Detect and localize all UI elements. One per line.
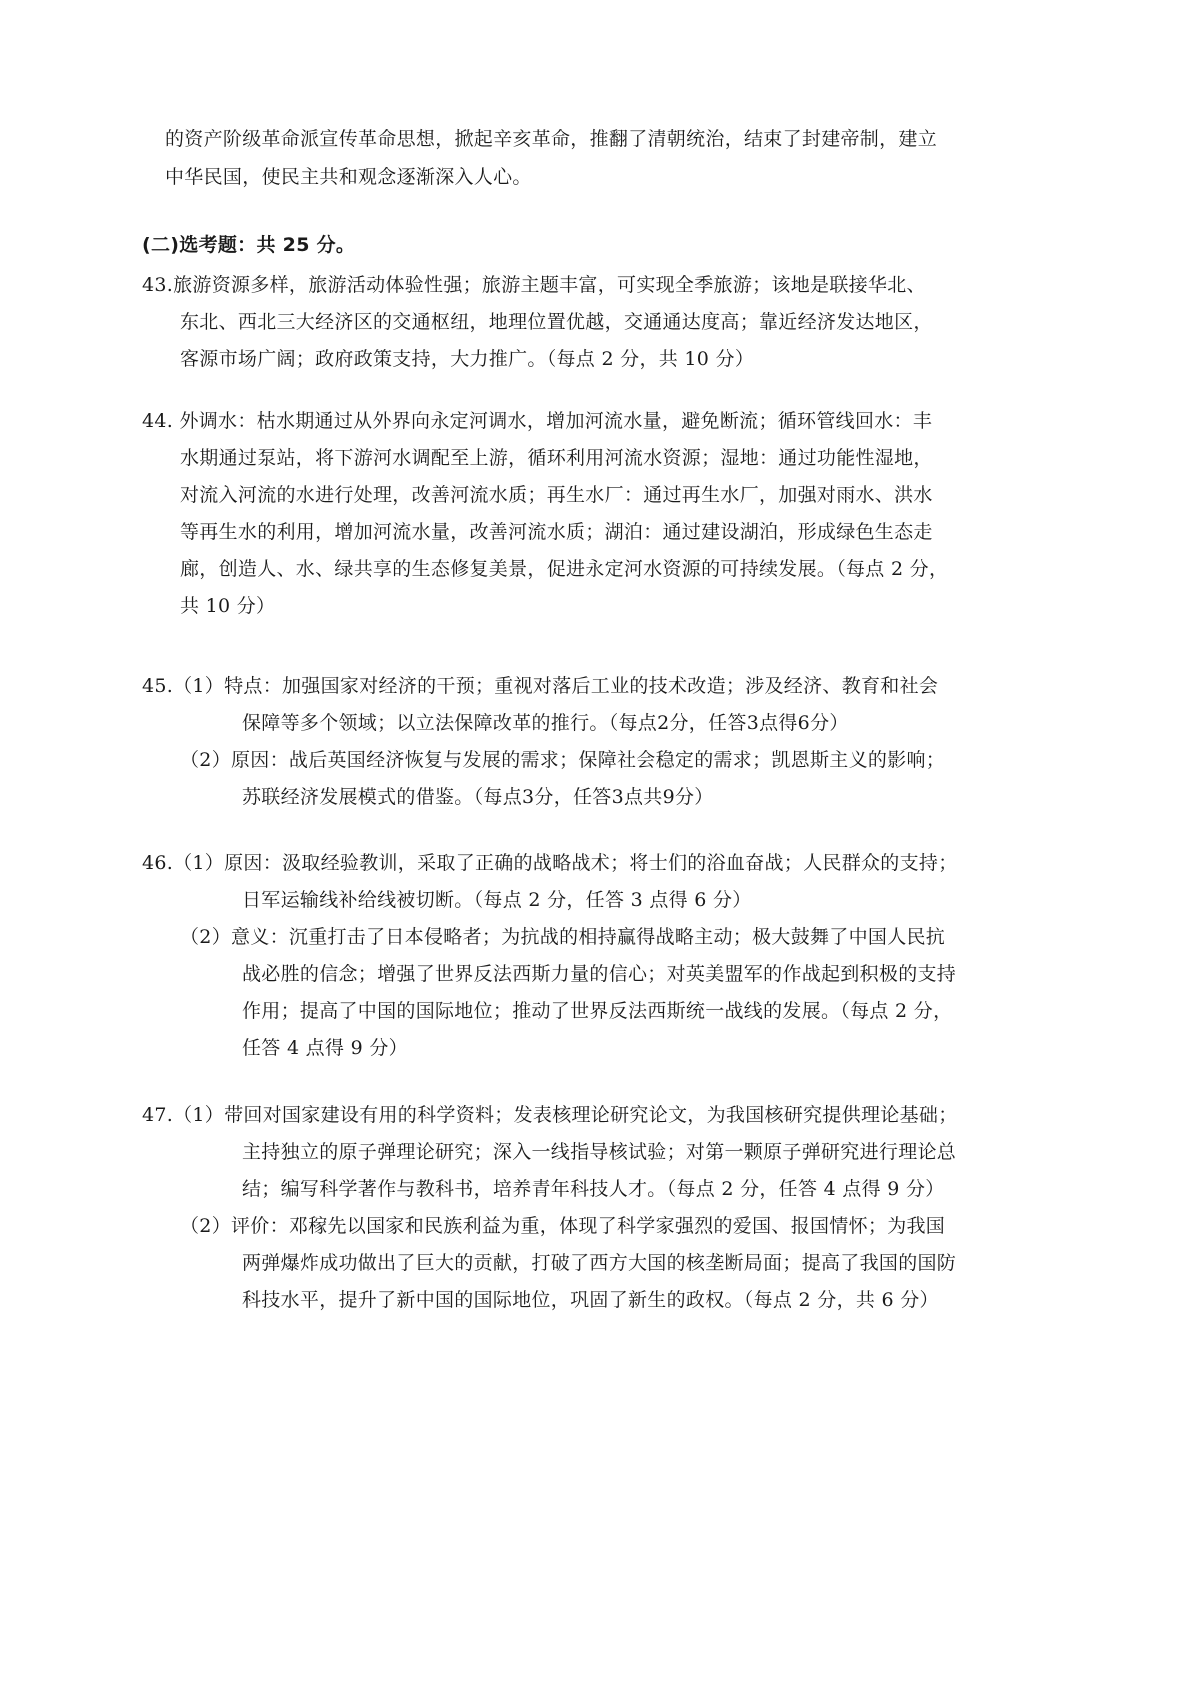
q46-part2-line-2: 战必胜的信念；增强了世界反法西斯力量的信心；对英美盟军的作战起到积极的支持 (242, 963, 957, 985)
q47-part2-line-1: （2）评价：邓稼先以国家和民族利益为重，体现了科学家强烈的爱国、报国情怀；为我国 (180, 1215, 946, 1237)
q44-line-2: 水期通过泵站，将下游河水调配至上游，循环利用河流水资源；湿地：通过功能性湿地， (180, 447, 933, 469)
q43-line-1: 43.旅游资源多样，旅游活动体验性强；旅游主题丰富，可实现全季旅游；该地是联接华北、 (142, 274, 926, 296)
q46-part2-line-1: （2）意义：沉重打击了日本侵略者；为抗战的相持赢得战略主动；极大鼓舞了中国人民抗 (180, 926, 946, 948)
q45-part1-line-1: 45.（1）特点：加强国家对经济的干预；重视对落后工业的技术改造；涉及经济、教育和社会 (142, 675, 939, 697)
q46-part1-line-1: 46.（1）原因：汲取经验教训，采取了正确的战略战术；将士们的浴血奋战；人民群众的支持； (142, 852, 958, 874)
q44-line-1: 44. 外调水：枯水期通过从外界向永定河调水，增加河流水量，避免断流；循环管线回水：丰 (142, 410, 933, 432)
q43-line-2: 东北、西北三大经济区的交通枢纽，地理位置优越，交通通达度高；靠近经济发达地区， (180, 311, 933, 333)
q45-part2-line-1: （2）原因：战后英国经济恢复与发展的需求；保障社会稳定的需求；凯恩斯主义的影响； (180, 749, 946, 771)
q47-part2-line-3: 科技水平，提升了新中国的国际地位，巩固了新生的政权。（每点 2 分，共 6 分） (242, 1289, 939, 1311)
q44-line-5: 廊，创造人、水、绿共享的生态修复美景，促进永定河水资源的可持续发展。（每点 2 分， (180, 558, 949, 580)
q46-part2-line-3: 作用；提高了中国的国际地位；推动了世界反法西斯统一战线的发展。（每点 2 分， (242, 1000, 953, 1022)
q47-part1-line-1: 47.（1）带回对国家建设有用的科学资料；发表核理论研究论文，为我国核研究提供理论基础； (142, 1104, 958, 1126)
q44-line-6: 共 10 分） (180, 595, 276, 617)
q46-part1-line-2: 日军运输线补给线被切断。（每点 2 分，任答 3 点得 6 分） (242, 889, 752, 911)
intro-line-2: 中华民国，使民主共和观念逐渐深入人心。 (165, 166, 532, 188)
q44-line-3: 对流入河流的水进行处理，改善河流水质；再生水厂：通过再生水厂，加强对雨水、洪水 (180, 484, 933, 506)
q45-part1-line-2: 保障等多个领域；以立法保障改革的推行。（每点2分，任答3点得6分） (242, 712, 849, 734)
section-heading: (二)选考题：共 25 分。 (142, 234, 356, 256)
intro-line-1: 的资产阶级革命派宣传革命思想，掀起辛亥革命，推翻了清朝统治，结束了封建帝制，建立 (165, 128, 938, 150)
q44-line-4: 等再生水的利用，增加河流水量，改善河流水质；湖泊：通过建设湖泊，形成绿色生态走 (180, 521, 933, 543)
q47-part2-line-2: 两弹爆炸成功做出了巨大的贡献，打破了西方大国的核垄断局面；提高了我国的国防 (242, 1252, 957, 1274)
q47-part1-line-3: 结；编写科学著作与教科书，培养青年科技人才。（每点 2 分，任答 4 点得 9 分） (242, 1178, 945, 1200)
q47-part1-line-2: 主持独立的原子弹理论研究；深入一线指导核试验；对第一颗原子弹研究进行理论总 (242, 1141, 957, 1163)
q45-part2-line-2: 苏联经济发展模式的借鉴。（每点3分，任答3点共9分） (242, 786, 714, 808)
q43-line-3: 客源市场广阔；政府政策支持，大力推广。（每点 2 分，共 10 分） (180, 348, 755, 370)
q46-part2-line-4: 任答 4 点得 9 分） (242, 1037, 408, 1059)
